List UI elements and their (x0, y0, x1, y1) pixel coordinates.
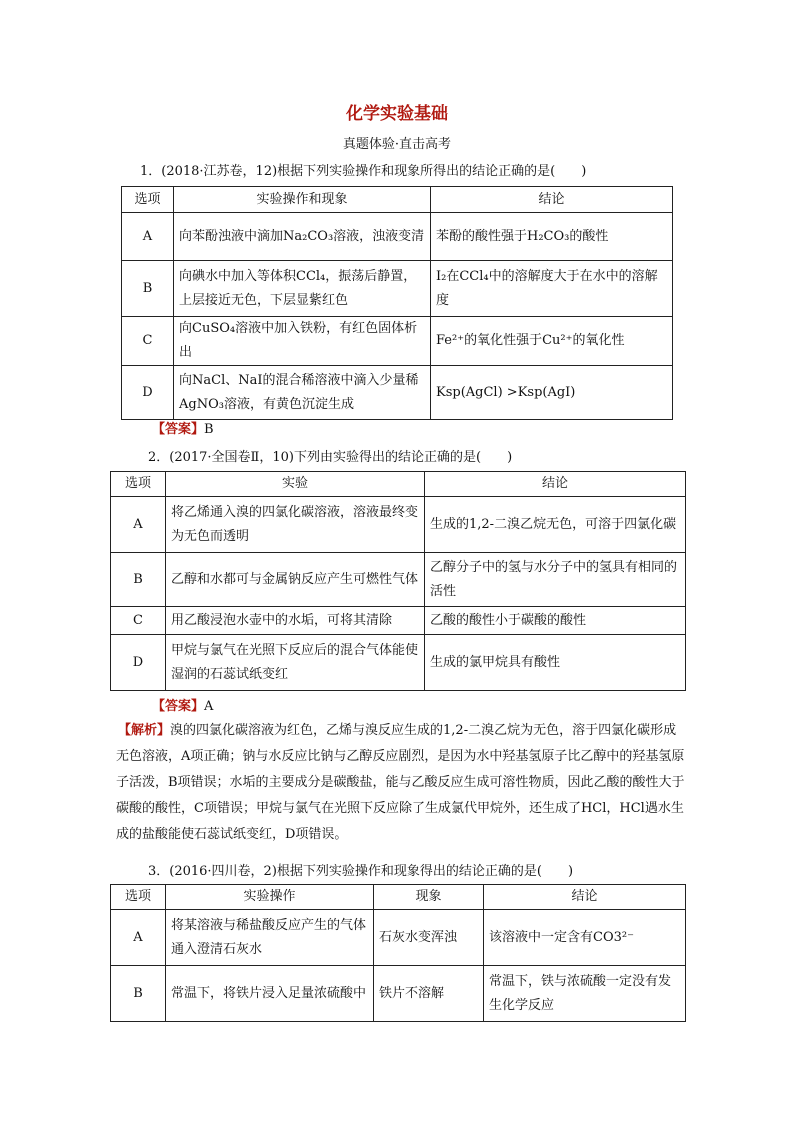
table-header: 结论 (425, 472, 686, 497)
option-cell: A (111, 497, 166, 553)
question-3-table (110, 884, 686, 1022)
analysis-label: 【解析】 (118, 723, 171, 738)
question-2-answer (152, 695, 213, 714)
conclusion-cell: 乙酸的酸性小于碳酸的酸性 (425, 607, 686, 635)
conclusion-cell: 苯酚的酸性强于H₂CO₃的酸性 (431, 213, 673, 261)
page-subtitle: 真题体验·直击高考 (342, 137, 452, 152)
table-header: 选项 (122, 187, 174, 213)
table-row (111, 635, 686, 691)
answer-label: 【答案】 (152, 422, 205, 437)
phenomenon-cell: 铁片不溶解 (374, 966, 484, 1022)
conclusion-cell: 生成的1,2-二溴乙烷无色，可溶于四氯化碳 (425, 497, 686, 553)
question-2-table (110, 471, 686, 691)
option-cell: B (111, 966, 166, 1022)
question-1-answer (152, 418, 214, 437)
operation-cell: 将某溶液与稀盐酸反应产生的气体通入澄清石灰水 (166, 910, 374, 966)
experiment-cell: 将乙烯通入溴的四氯化碳溶液，溶液最终变为无色而透明 (166, 497, 425, 553)
question-2-stem: 2．(2017·全国卷Ⅱ，10)下列由实验得出的结论正确的是( ) (148, 450, 513, 465)
question-1-stem: 1．(2018·江苏卷，12)根据下列实验操作和现象所得出的结论正确的是( ) (140, 164, 587, 179)
table-row (111, 607, 686, 635)
table-row (122, 213, 673, 261)
conclusion-cell: 乙醇分子中的氢与水分子中的氢具有相同的活性 (425, 553, 686, 607)
page-title: 化学实验基础 (346, 104, 448, 124)
conclusion-cell: I₂在CCl₄中的溶解度大于在水中的溶解度 (431, 261, 673, 317)
table-header: 实验操作和现象 (174, 187, 431, 213)
conclusion-cell: 常温下，铁与浓硫酸一定没有发生化学反应 (484, 966, 686, 1022)
table-header: 实验 (166, 472, 425, 497)
answer-value: A (204, 699, 214, 714)
answer-label: 【答案】 (152, 699, 205, 714)
conclusion-cell: 生成的氯甲烷具有酸性 (425, 635, 686, 691)
table-row (122, 366, 673, 420)
table-header: 选项 (111, 885, 166, 910)
question-2-analysis (116, 718, 688, 848)
question-1-table (121, 186, 673, 420)
question-3-stem: 3．(2016·四川卷，2)根据下列实验操作和现象得出的结论正确的是( ) (148, 864, 574, 879)
table-header: 结论 (484, 885, 686, 910)
experiment-cell: 乙醇和水都可与金属钠反应产生可燃性气体 (166, 553, 425, 607)
option-cell: A (122, 213, 174, 261)
operation-cell: 向苯酚浊液中滴加Na₂CO₃溶液，浊液变清 (174, 213, 431, 261)
phenomenon-cell: 石灰水变浑浊 (374, 910, 484, 966)
option-cell: C (122, 317, 174, 366)
table-row (111, 966, 686, 1022)
conclusion-cell: Ksp(AgCl) >Ksp(AgI) (431, 366, 673, 420)
option-cell: D (122, 366, 174, 420)
table-row (111, 497, 686, 553)
table-row (111, 553, 686, 607)
option-cell: C (111, 607, 166, 635)
operation-cell: 常温下，将铁片浸入足量浓硫酸中 (166, 966, 374, 1022)
experiment-cell: 用乙酸浸泡水壶中的水垢，可将其清除 (166, 607, 425, 635)
table-header: 选项 (111, 472, 166, 497)
option-cell: D (111, 635, 166, 691)
table-header: 实验操作 (166, 885, 374, 910)
operation-cell: 向碘水中加入等体积CCl₄，振荡后静置，上层接近无色，下层显紫红色 (174, 261, 431, 317)
conclusion-cell: Fe²⁺的氧化性强于Cu²⁺的氧化性 (431, 317, 673, 366)
operation-cell: 向CuSO₄溶液中加入铁粉，有红色固体析出 (174, 317, 431, 366)
table-row (122, 317, 673, 366)
conclusion-cell: 该溶液中一定含有CO3²⁻ (484, 910, 686, 966)
option-cell: B (122, 261, 174, 317)
operation-cell: 向NaCl、NaI的混合稀溶液中滴入少量稀AgNO₃溶液，有黄色沉淀生成 (174, 366, 431, 420)
table-row (111, 910, 686, 966)
table-row (122, 261, 673, 317)
table-header: 结论 (431, 187, 673, 213)
option-cell: A (111, 910, 166, 966)
experiment-cell: 甲烷与氯气在光照下反应后的混合气体能使湿润的石蕊试纸变红 (166, 635, 425, 691)
answer-value: B (204, 422, 214, 437)
table-header: 现象 (374, 885, 484, 910)
analysis-text: 溴的四氯化碳溶液为红色，乙烯与溴反应生成的1,2-二溴乙烷为无色，溶于四氯化碳形成无色溶液，A项正确；钠与水反应比钠与乙醇反应剧烈，是因为水中羟基氢原子比乙醇中的羟基氢原子活泼，B项错误；水垢的主要成分是碳酸盐，能与乙酸反应生成可溶性物质，因此乙酸的酸性大于碳酸的酸性，C项错误；甲烷与氯气在光照下反应除了生成氯代甲烷外，还生成了HCl，HCl遇水生成的盐酸能使石蕊试纸变红，D项错误。 (116, 723, 685, 842)
option-cell: B (111, 553, 166, 607)
